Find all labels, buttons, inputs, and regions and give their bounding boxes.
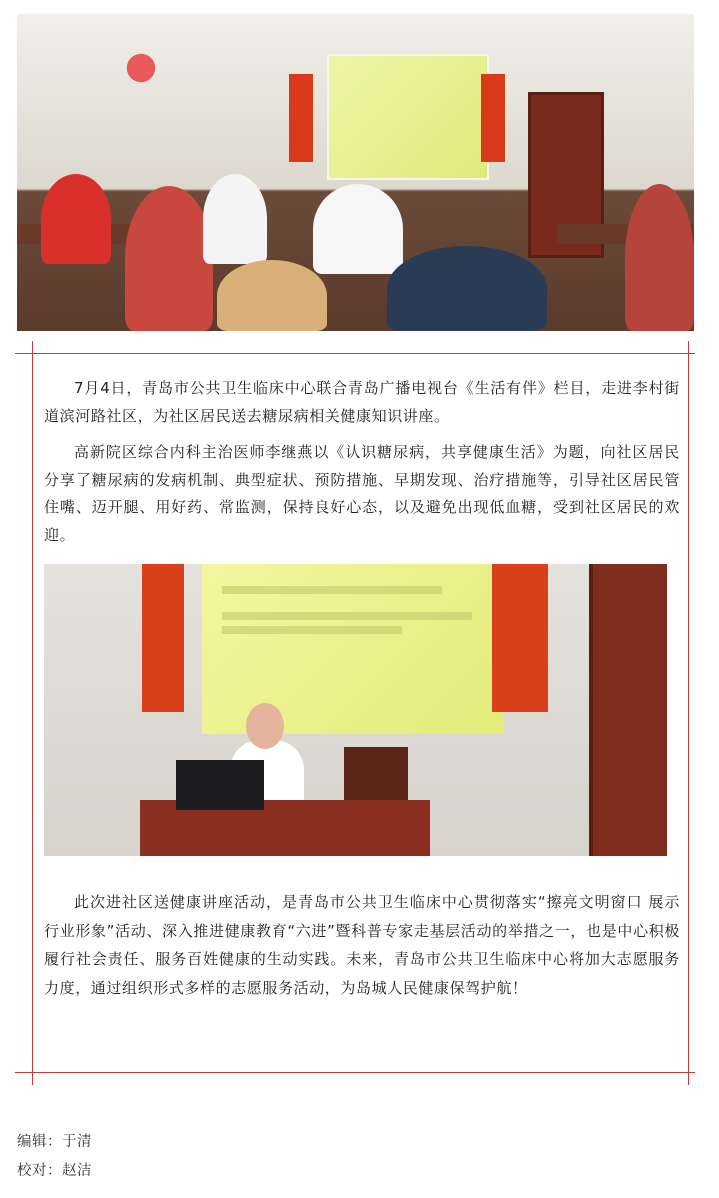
proofreader-credit: 校对：赵洁 xyxy=(17,1163,92,1179)
chair xyxy=(344,747,408,805)
editor-credit: 编辑：于清 xyxy=(17,1134,92,1150)
red-banner xyxy=(481,74,505,162)
speaker-head xyxy=(246,703,284,749)
article-paragraph: 此次进社区送健康讲座活动，是青岛市公共卫生临床中心贯彻落实“擦亮文明窗口 展示行业形象”活动、深入推进健康教育“六进”暨科普专家走基层活动的举措之一，也是中心积极履行社会责任、服务百姓健康的生动实践。未来，青岛市公共卫生临床中心将加大志愿服务力度，通过组织形式多样的志愿服务活动，为岛城人民健康保驾护航！ xyxy=(44,893,680,997)
lecture-audience-photo xyxy=(17,14,694,331)
article-paragraph: 高新院区综合内科主治医师李继燕以《认识糖尿病，共享健康生活》为题，向社区居民分享了糖尿病的发病机制、典型症状、预防措施、早期发现、治疗措施等，引导社区居民管住嘴、迈开腿、用好药、常监测，保持良好心态，以及避免出现低血糖，受到社区居民的欢迎。 xyxy=(44,443,680,544)
projector-screen xyxy=(202,564,504,734)
red-banner xyxy=(492,564,548,712)
door xyxy=(589,564,667,856)
community-logo-icon xyxy=(121,50,161,110)
doctor-lecture-photo xyxy=(44,564,667,856)
article-paragraph: 7月4日，青岛市公共卫生临床中心联合青岛广播电视台《生活有伴》栏目，走进李村街道滨河路社区，为社区居民送去糖尿病相关健康知识讲座。 xyxy=(44,379,680,425)
projector-screen xyxy=(329,56,487,178)
red-banner xyxy=(142,564,184,712)
red-banner xyxy=(289,74,313,162)
laptop-icon xyxy=(176,760,264,810)
